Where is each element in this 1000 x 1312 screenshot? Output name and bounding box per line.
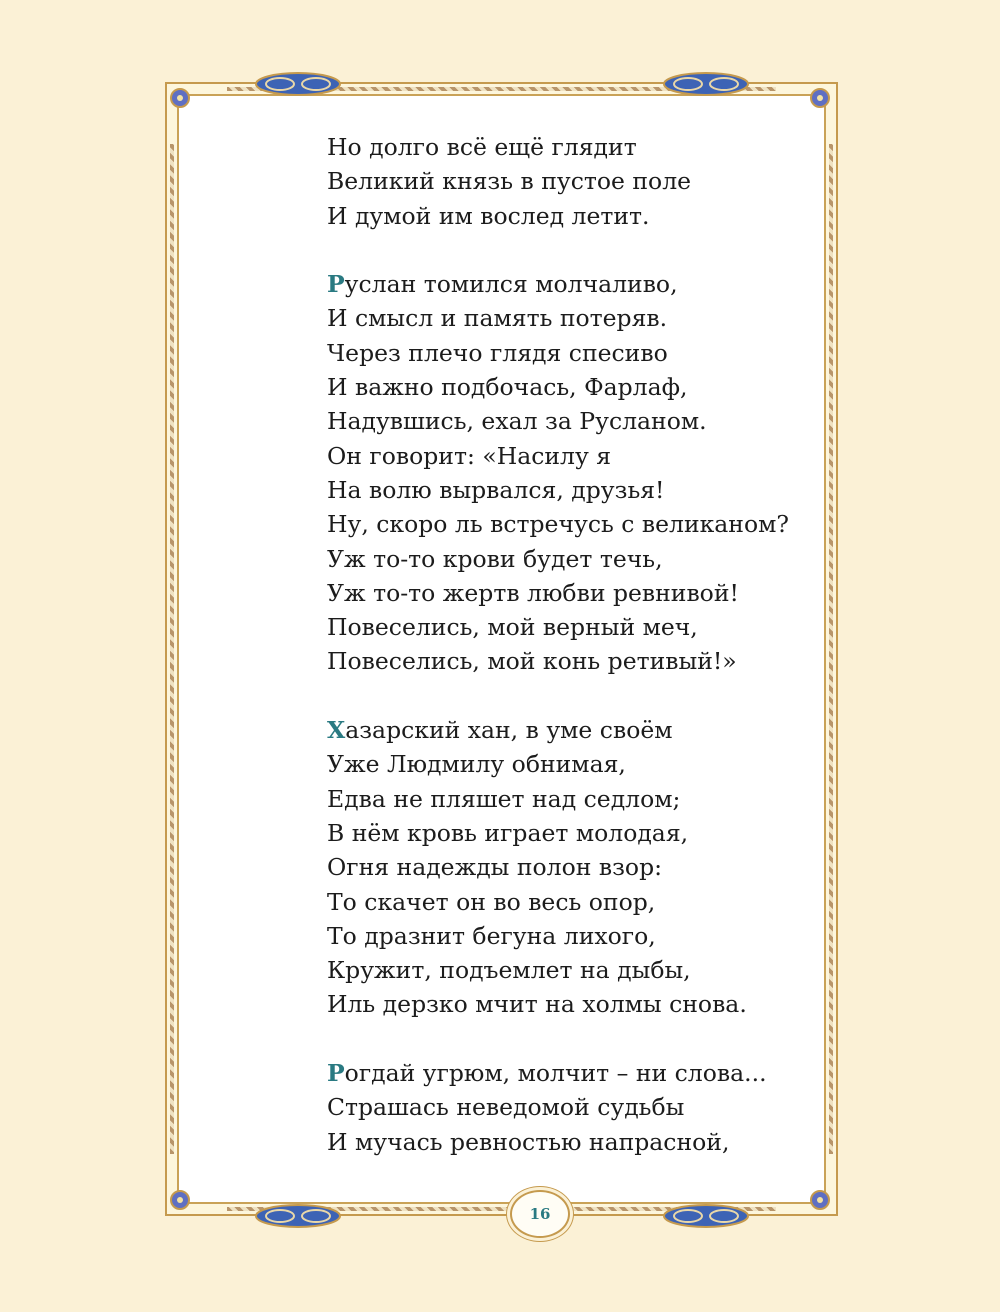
poem-line: Ну, скоро ль встречусь с великаном? [327,510,789,539]
corner-flower-ornament-icon [800,1180,840,1220]
celtic-knot-ornament-icon [660,1202,752,1230]
poem-line: Уж то-то жертв любви ревнивой! [327,578,739,607]
poem-text [327,130,797,1159]
poem-line: Он говорит: «Насилу я [327,441,612,470]
rope-border-right [829,144,833,1154]
poem-line: Кружит, подъемлет на дыбы, [327,956,691,985]
poem-line-rest: услан томился молчаливо, [344,270,678,299]
poem-line [327,1056,797,1090]
poem-line: Уже Людмилу обнимая, [327,750,626,779]
poem-line: Огня надежды полон взор: [327,853,663,882]
poem-line: На волю вырвался, друзья! [327,475,665,504]
drop-initial: Х [327,716,346,745]
rope-border-left [170,144,174,1154]
poem-line: Едва не пляшет над седлом; [327,784,681,813]
celtic-knot-ornament-icon [660,70,752,98]
corner-flower-ornament-icon [160,78,200,118]
celtic-knot-ornament-icon [252,1202,344,1230]
poem-line: Повеселись, мой конь ретивый!» [327,647,737,676]
poem-line: То скачет он во весь опор, [327,887,656,916]
poem-line: Но долго всё ещё глядит [327,133,637,161]
poem-line: И думой им вослед летит. [327,201,650,230]
poem-line: Надувшись, ехал за Русланом. [327,407,707,436]
poem-line: Страшась неведомой судьбы [327,1093,685,1122]
poem-line: То дразнит бегуна лихого, [327,921,656,950]
drop-initial: Р [327,270,345,299]
poem-line [327,267,797,301]
corner-flower-ornament-icon [160,1180,200,1220]
page-number: 16 [510,1190,570,1238]
poem-line: И мучась ревностью напрасной, [327,1127,730,1156]
poem-line-rest: азарский хан, в уме своём [345,716,673,745]
poem-line: Повеселись, мой верный меч, [327,613,698,642]
poem-line: И смысл и память потеряв. [327,304,668,333]
poem-line: Через плечо глядя спесиво [327,338,668,367]
celtic-knot-ornament-icon [252,70,344,98]
poem-line: Иль дерзко мчит на холмы снова. [327,990,747,1019]
drop-initial: Р [327,1059,345,1088]
poem-line [327,713,797,747]
corner-flower-ornament-icon [800,78,840,118]
poem-line: В нём кровь играет молодая, [327,818,689,847]
poem-line: Великий князь в пустое поле [327,167,692,196]
poem-line: Уж то-то крови будет течь, [327,544,663,573]
poem-line-rest: огдай угрюм, молчит – ни слова... [344,1059,767,1088]
poem-line: И важно подбочась, Фарлаф, [327,373,688,402]
